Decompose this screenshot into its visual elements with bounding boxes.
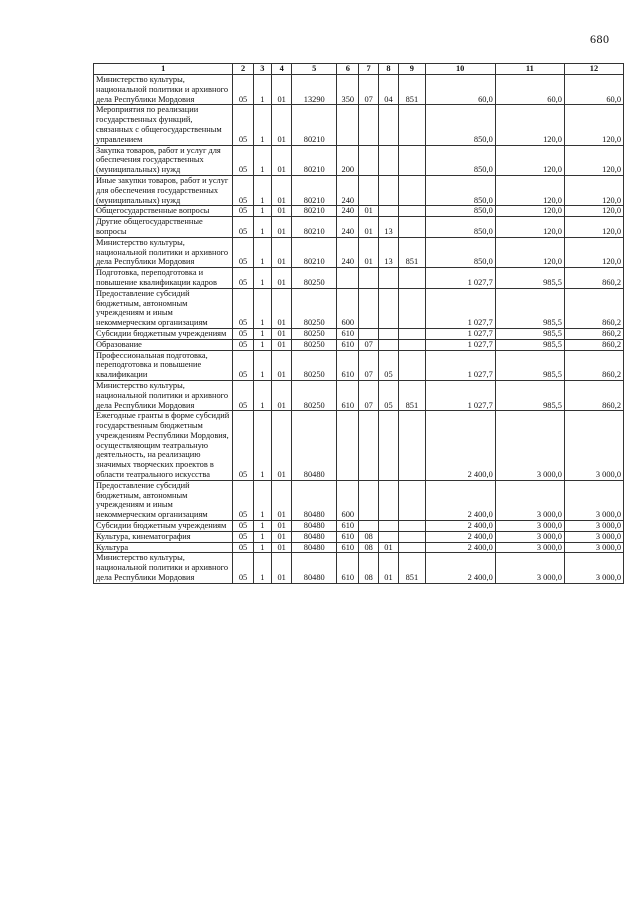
col4-cell: 01	[272, 75, 292, 105]
col5-cell: 80250	[292, 339, 337, 350]
col5-cell: 80250	[292, 380, 337, 410]
row-name-cell: Министерство культуры, национальной политики и архивного дела Республики Мордовия	[94, 553, 233, 583]
col2-cell: 05	[233, 411, 253, 481]
col10-value-cell: 1 027,7	[425, 350, 495, 380]
col6-cell: 200	[337, 145, 359, 175]
col5-cell: 80480	[292, 480, 337, 520]
table-row	[94, 237, 624, 267]
col9-cell: 851	[399, 380, 425, 410]
col12-value-cell: 860,2	[564, 288, 623, 328]
col3-cell: 1	[253, 380, 271, 410]
table-row	[94, 328, 624, 339]
col8-cell	[378, 521, 398, 532]
col2-cell: 05	[233, 542, 253, 553]
col8-cell	[378, 480, 398, 520]
col10-value-cell: 850,0	[425, 145, 495, 175]
col7-cell: 01	[359, 217, 378, 238]
col5-cell: 80210	[292, 105, 337, 145]
col10-value-cell: 2 400,0	[425, 542, 495, 553]
col11-value-cell: 985,5	[495, 288, 564, 328]
column-header: 2	[233, 64, 253, 75]
row-name-cell: Мероприятия по реализации государственных функций, связанных с общегосударственным управлением	[94, 105, 233, 145]
col10-value-cell: 2 400,0	[425, 553, 495, 583]
col11-value-cell: 3 000,0	[495, 542, 564, 553]
col6-cell: 240	[337, 217, 359, 238]
col2-cell: 05	[233, 145, 253, 175]
col4-cell: 01	[272, 217, 292, 238]
col9-cell: 851	[399, 237, 425, 267]
column-header: 11	[495, 64, 564, 75]
col9-cell	[399, 206, 425, 217]
col2-cell: 05	[233, 288, 253, 328]
col11-value-cell: 3 000,0	[495, 531, 564, 542]
col3-cell: 1	[253, 542, 271, 553]
table-header-row	[94, 64, 624, 75]
col4-cell: 01	[272, 411, 292, 481]
col3-cell: 1	[253, 175, 271, 205]
col12-value-cell: 120,0	[564, 206, 623, 217]
col11-value-cell: 120,0	[495, 175, 564, 205]
col8-cell	[378, 206, 398, 217]
col12-value-cell: 120,0	[564, 217, 623, 238]
row-name-cell: Закупка товаров, работ и услуг для обеспечения государственных (муниципальных) нужд	[94, 145, 233, 175]
col8-cell	[378, 328, 398, 339]
row-name-cell: Другие общегосударственные вопросы	[94, 217, 233, 238]
col3-cell: 1	[253, 521, 271, 532]
col2-cell: 05	[233, 268, 253, 289]
col12-value-cell: 3 000,0	[564, 531, 623, 542]
column-header: 9	[399, 64, 425, 75]
col9-cell	[399, 531, 425, 542]
col2-cell: 05	[233, 206, 253, 217]
col5-cell: 80210	[292, 206, 337, 217]
row-name-cell: Подготовка, переподготовка и повышение квалификации кадров	[94, 268, 233, 289]
col10-value-cell: 1 027,7	[425, 380, 495, 410]
col6-cell: 610	[337, 339, 359, 350]
col5-cell: 80250	[292, 350, 337, 380]
col9-cell	[399, 145, 425, 175]
col7-cell	[359, 411, 378, 481]
col9-cell: 851	[399, 75, 425, 105]
column-header: 6	[337, 64, 359, 75]
col6-cell: 610	[337, 531, 359, 542]
col7-cell: 07	[359, 350, 378, 380]
column-header: 8	[378, 64, 398, 75]
col7-cell: 07	[359, 75, 378, 105]
col3-cell: 1	[253, 105, 271, 145]
table-row	[94, 145, 624, 175]
table-row	[94, 268, 624, 289]
col7-cell: 01	[359, 237, 378, 267]
row-name-cell: Предоставление субсидий бюджетным, автономным учреждениям и иным некоммерческим организациям	[94, 288, 233, 328]
col4-cell: 01	[272, 350, 292, 380]
table-row	[94, 553, 624, 583]
col11-value-cell: 120,0	[495, 145, 564, 175]
col4-cell: 01	[272, 531, 292, 542]
col4-cell: 01	[272, 380, 292, 410]
col11-value-cell: 985,5	[495, 380, 564, 410]
col8-cell	[378, 175, 398, 205]
col8-cell	[378, 531, 398, 542]
row-name-cell: Ежегодные гранты в форме субсидий государственным бюджетным учреждениям Республики Мордовия, осуществляющим театральную деятельность, на реализацию значимых творческих проектов в области театрального искусства	[94, 411, 233, 481]
col6-cell: 350	[337, 75, 359, 105]
col4-cell: 01	[272, 480, 292, 520]
col6-cell: 610	[337, 350, 359, 380]
col11-value-cell: 985,5	[495, 350, 564, 380]
col4-cell: 01	[272, 339, 292, 350]
col2-cell: 05	[233, 328, 253, 339]
col10-value-cell: 850,0	[425, 237, 495, 267]
col6-cell: 610	[337, 328, 359, 339]
col7-cell: 07	[359, 380, 378, 410]
col10-value-cell: 850,0	[425, 217, 495, 238]
table-row	[94, 480, 624, 520]
row-name-cell: Субсидии бюджетным учреждениям	[94, 521, 233, 532]
page-number: 680	[590, 32, 610, 46]
table-row	[94, 339, 624, 350]
col4-cell: 01	[272, 105, 292, 145]
col4-cell: 01	[272, 206, 292, 217]
col2-cell: 05	[233, 380, 253, 410]
col4-cell: 01	[272, 175, 292, 205]
table-row	[94, 521, 624, 532]
col8-cell	[378, 268, 398, 289]
col6-cell: 610	[337, 521, 359, 532]
col8-cell: 05	[378, 380, 398, 410]
row-name-cell: Культура, кинематография	[94, 531, 233, 542]
col7-cell: 08	[359, 531, 378, 542]
col6-cell: 610	[337, 380, 359, 410]
col6-cell	[337, 268, 359, 289]
col12-value-cell: 120,0	[564, 105, 623, 145]
col4-cell: 01	[272, 542, 292, 553]
col2-cell: 05	[233, 350, 253, 380]
col4-cell: 01	[272, 328, 292, 339]
col10-value-cell: 850,0	[425, 206, 495, 217]
col6-cell: 240	[337, 206, 359, 217]
col8-cell	[378, 288, 398, 328]
col12-value-cell: 860,2	[564, 350, 623, 380]
col7-cell	[359, 288, 378, 328]
col8-cell	[378, 105, 398, 145]
row-name-cell: Общегосударственные вопросы	[94, 206, 233, 217]
col3-cell: 1	[253, 75, 271, 105]
col3-cell: 1	[253, 411, 271, 481]
col7-cell	[359, 175, 378, 205]
col8-cell	[378, 339, 398, 350]
col11-value-cell: 3 000,0	[495, 411, 564, 481]
col12-value-cell: 860,2	[564, 339, 623, 350]
column-header: 12	[564, 64, 623, 75]
col4-cell: 01	[272, 268, 292, 289]
col12-value-cell: 860,2	[564, 268, 623, 289]
col3-cell: 1	[253, 553, 271, 583]
table-row	[94, 105, 624, 145]
col7-cell	[359, 328, 378, 339]
col5-cell: 80480	[292, 542, 337, 553]
col11-value-cell: 120,0	[495, 217, 564, 238]
col2-cell: 05	[233, 75, 253, 105]
table-row	[94, 411, 624, 481]
col2-cell: 05	[233, 217, 253, 238]
col6-cell	[337, 411, 359, 481]
col6-cell: 600	[337, 288, 359, 328]
column-header: 3	[253, 64, 271, 75]
col12-value-cell: 3 000,0	[564, 480, 623, 520]
col11-value-cell: 120,0	[495, 237, 564, 267]
col9-cell	[399, 217, 425, 238]
col2-cell: 05	[233, 531, 253, 542]
row-name-cell: Образование	[94, 339, 233, 350]
col10-value-cell: 850,0	[425, 105, 495, 145]
col6-cell: 240	[337, 237, 359, 267]
col9-cell	[399, 105, 425, 145]
col4-cell: 01	[272, 145, 292, 175]
col5-cell: 80250	[292, 288, 337, 328]
col3-cell: 1	[253, 237, 271, 267]
col3-cell: 1	[253, 339, 271, 350]
col11-value-cell: 985,5	[495, 268, 564, 289]
col8-cell: 01	[378, 553, 398, 583]
row-name-cell: Профессиональная подготовка, переподготовка и повышение квалификации	[94, 350, 233, 380]
col9-cell	[399, 542, 425, 553]
col9-cell	[399, 350, 425, 380]
col3-cell: 1	[253, 288, 271, 328]
col12-value-cell: 3 000,0	[564, 521, 623, 532]
col8-cell: 05	[378, 350, 398, 380]
col9-cell	[399, 411, 425, 481]
col12-value-cell: 860,2	[564, 328, 623, 339]
row-name-cell: Министерство культуры, национальной политики и архивного дела Республики Мордовия	[94, 237, 233, 267]
col4-cell: 01	[272, 237, 292, 267]
col7-cell	[359, 145, 378, 175]
column-header: 5	[292, 64, 337, 75]
col5-cell: 80210	[292, 237, 337, 267]
col11-value-cell: 60,0	[495, 75, 564, 105]
col11-value-cell: 120,0	[495, 206, 564, 217]
col8-cell: 04	[378, 75, 398, 105]
table-row	[94, 288, 624, 328]
col8-cell: 01	[378, 542, 398, 553]
col9-cell	[399, 288, 425, 328]
col3-cell: 1	[253, 328, 271, 339]
col2-cell: 05	[233, 339, 253, 350]
row-name-cell: Субсидии бюджетным учреждениям	[94, 328, 233, 339]
col10-value-cell: 850,0	[425, 175, 495, 205]
table-row	[94, 542, 624, 553]
col3-cell: 1	[253, 531, 271, 542]
col5-cell: 80480	[292, 553, 337, 583]
col9-cell	[399, 480, 425, 520]
col5-cell: 80480	[292, 521, 337, 532]
col11-value-cell: 3 000,0	[495, 553, 564, 583]
col6-cell: 610	[337, 542, 359, 553]
col4-cell: 01	[272, 553, 292, 583]
col12-value-cell: 3 000,0	[564, 411, 623, 481]
budget-table	[93, 63, 624, 584]
column-header: 1	[94, 64, 233, 75]
col3-cell: 1	[253, 480, 271, 520]
col5-cell: 80250	[292, 328, 337, 339]
col8-cell	[378, 145, 398, 175]
col12-value-cell: 120,0	[564, 175, 623, 205]
col10-value-cell: 60,0	[425, 75, 495, 105]
column-header: 7	[359, 64, 378, 75]
col7-cell	[359, 268, 378, 289]
col7-cell: 08	[359, 542, 378, 553]
col9-cell	[399, 339, 425, 350]
row-name-cell: Культура	[94, 542, 233, 553]
column-header: 10	[425, 64, 495, 75]
col12-value-cell: 120,0	[564, 237, 623, 267]
row-name-cell: Предоставление субсидий бюджетным, автономным учреждениям и иным некоммерческим организациям	[94, 480, 233, 520]
col5-cell: 80210	[292, 217, 337, 238]
table-row	[94, 217, 624, 238]
col10-value-cell: 2 400,0	[425, 480, 495, 520]
col11-value-cell: 120,0	[495, 105, 564, 145]
col3-cell: 1	[253, 217, 271, 238]
col9-cell	[399, 328, 425, 339]
col5-cell: 80250	[292, 268, 337, 289]
col10-value-cell: 1 027,7	[425, 328, 495, 339]
col7-cell: 01	[359, 206, 378, 217]
col12-value-cell: 60,0	[564, 75, 623, 105]
table-body	[94, 75, 624, 584]
table-row	[94, 175, 624, 205]
table-row	[94, 206, 624, 217]
col3-cell: 1	[253, 145, 271, 175]
col2-cell: 05	[233, 521, 253, 532]
col6-cell: 610	[337, 553, 359, 583]
col11-value-cell: 985,5	[495, 328, 564, 339]
col6-cell: 240	[337, 175, 359, 205]
col2-cell: 05	[233, 175, 253, 205]
col8-cell: 13	[378, 217, 398, 238]
col5-cell: 13290	[292, 75, 337, 105]
col10-value-cell: 1 027,7	[425, 268, 495, 289]
col5-cell: 80210	[292, 175, 337, 205]
row-name-cell: Министерство культуры, национальной политики и архивного дела Республики Мордовия	[94, 75, 233, 105]
col2-cell: 05	[233, 105, 253, 145]
col4-cell: 01	[272, 288, 292, 328]
col5-cell: 80480	[292, 411, 337, 481]
col6-cell	[337, 105, 359, 145]
col7-cell	[359, 521, 378, 532]
col3-cell: 1	[253, 268, 271, 289]
col10-value-cell: 2 400,0	[425, 411, 495, 481]
col7-cell: 08	[359, 553, 378, 583]
table-row	[94, 380, 624, 410]
col12-value-cell: 860,2	[564, 380, 623, 410]
col8-cell: 13	[378, 237, 398, 267]
col4-cell: 01	[272, 521, 292, 532]
column-header: 4	[272, 64, 292, 75]
col9-cell	[399, 521, 425, 532]
col10-value-cell: 2 400,0	[425, 531, 495, 542]
row-name-cell: Министерство культуры, национальной политики и архивного дела Республики Мордовия	[94, 380, 233, 410]
col3-cell: 1	[253, 206, 271, 217]
col11-value-cell: 985,5	[495, 339, 564, 350]
col10-value-cell: 2 400,0	[425, 521, 495, 532]
col9-cell	[399, 268, 425, 289]
col9-cell: 851	[399, 553, 425, 583]
col8-cell	[378, 411, 398, 481]
col10-value-cell: 1 027,7	[425, 288, 495, 328]
col2-cell: 05	[233, 480, 253, 520]
col2-cell: 05	[233, 553, 253, 583]
col12-value-cell: 3 000,0	[564, 542, 623, 553]
table-row	[94, 75, 624, 105]
table-row	[94, 531, 624, 542]
col11-value-cell: 3 000,0	[495, 521, 564, 532]
col9-cell	[399, 175, 425, 205]
col11-value-cell: 3 000,0	[495, 480, 564, 520]
col6-cell: 600	[337, 480, 359, 520]
col12-value-cell: 3 000,0	[564, 553, 623, 583]
table-row	[94, 350, 624, 380]
col5-cell: 80480	[292, 531, 337, 542]
col7-cell	[359, 480, 378, 520]
col7-cell	[359, 105, 378, 145]
col12-value-cell: 120,0	[564, 145, 623, 175]
col2-cell: 05	[233, 237, 253, 267]
row-name-cell: Иные закупки товаров, работ и услуг для обеспечения государственных (муниципальных) нужд	[94, 175, 233, 205]
col5-cell: 80210	[292, 145, 337, 175]
col7-cell: 07	[359, 339, 378, 350]
col3-cell: 1	[253, 350, 271, 380]
col10-value-cell: 1 027,7	[425, 339, 495, 350]
